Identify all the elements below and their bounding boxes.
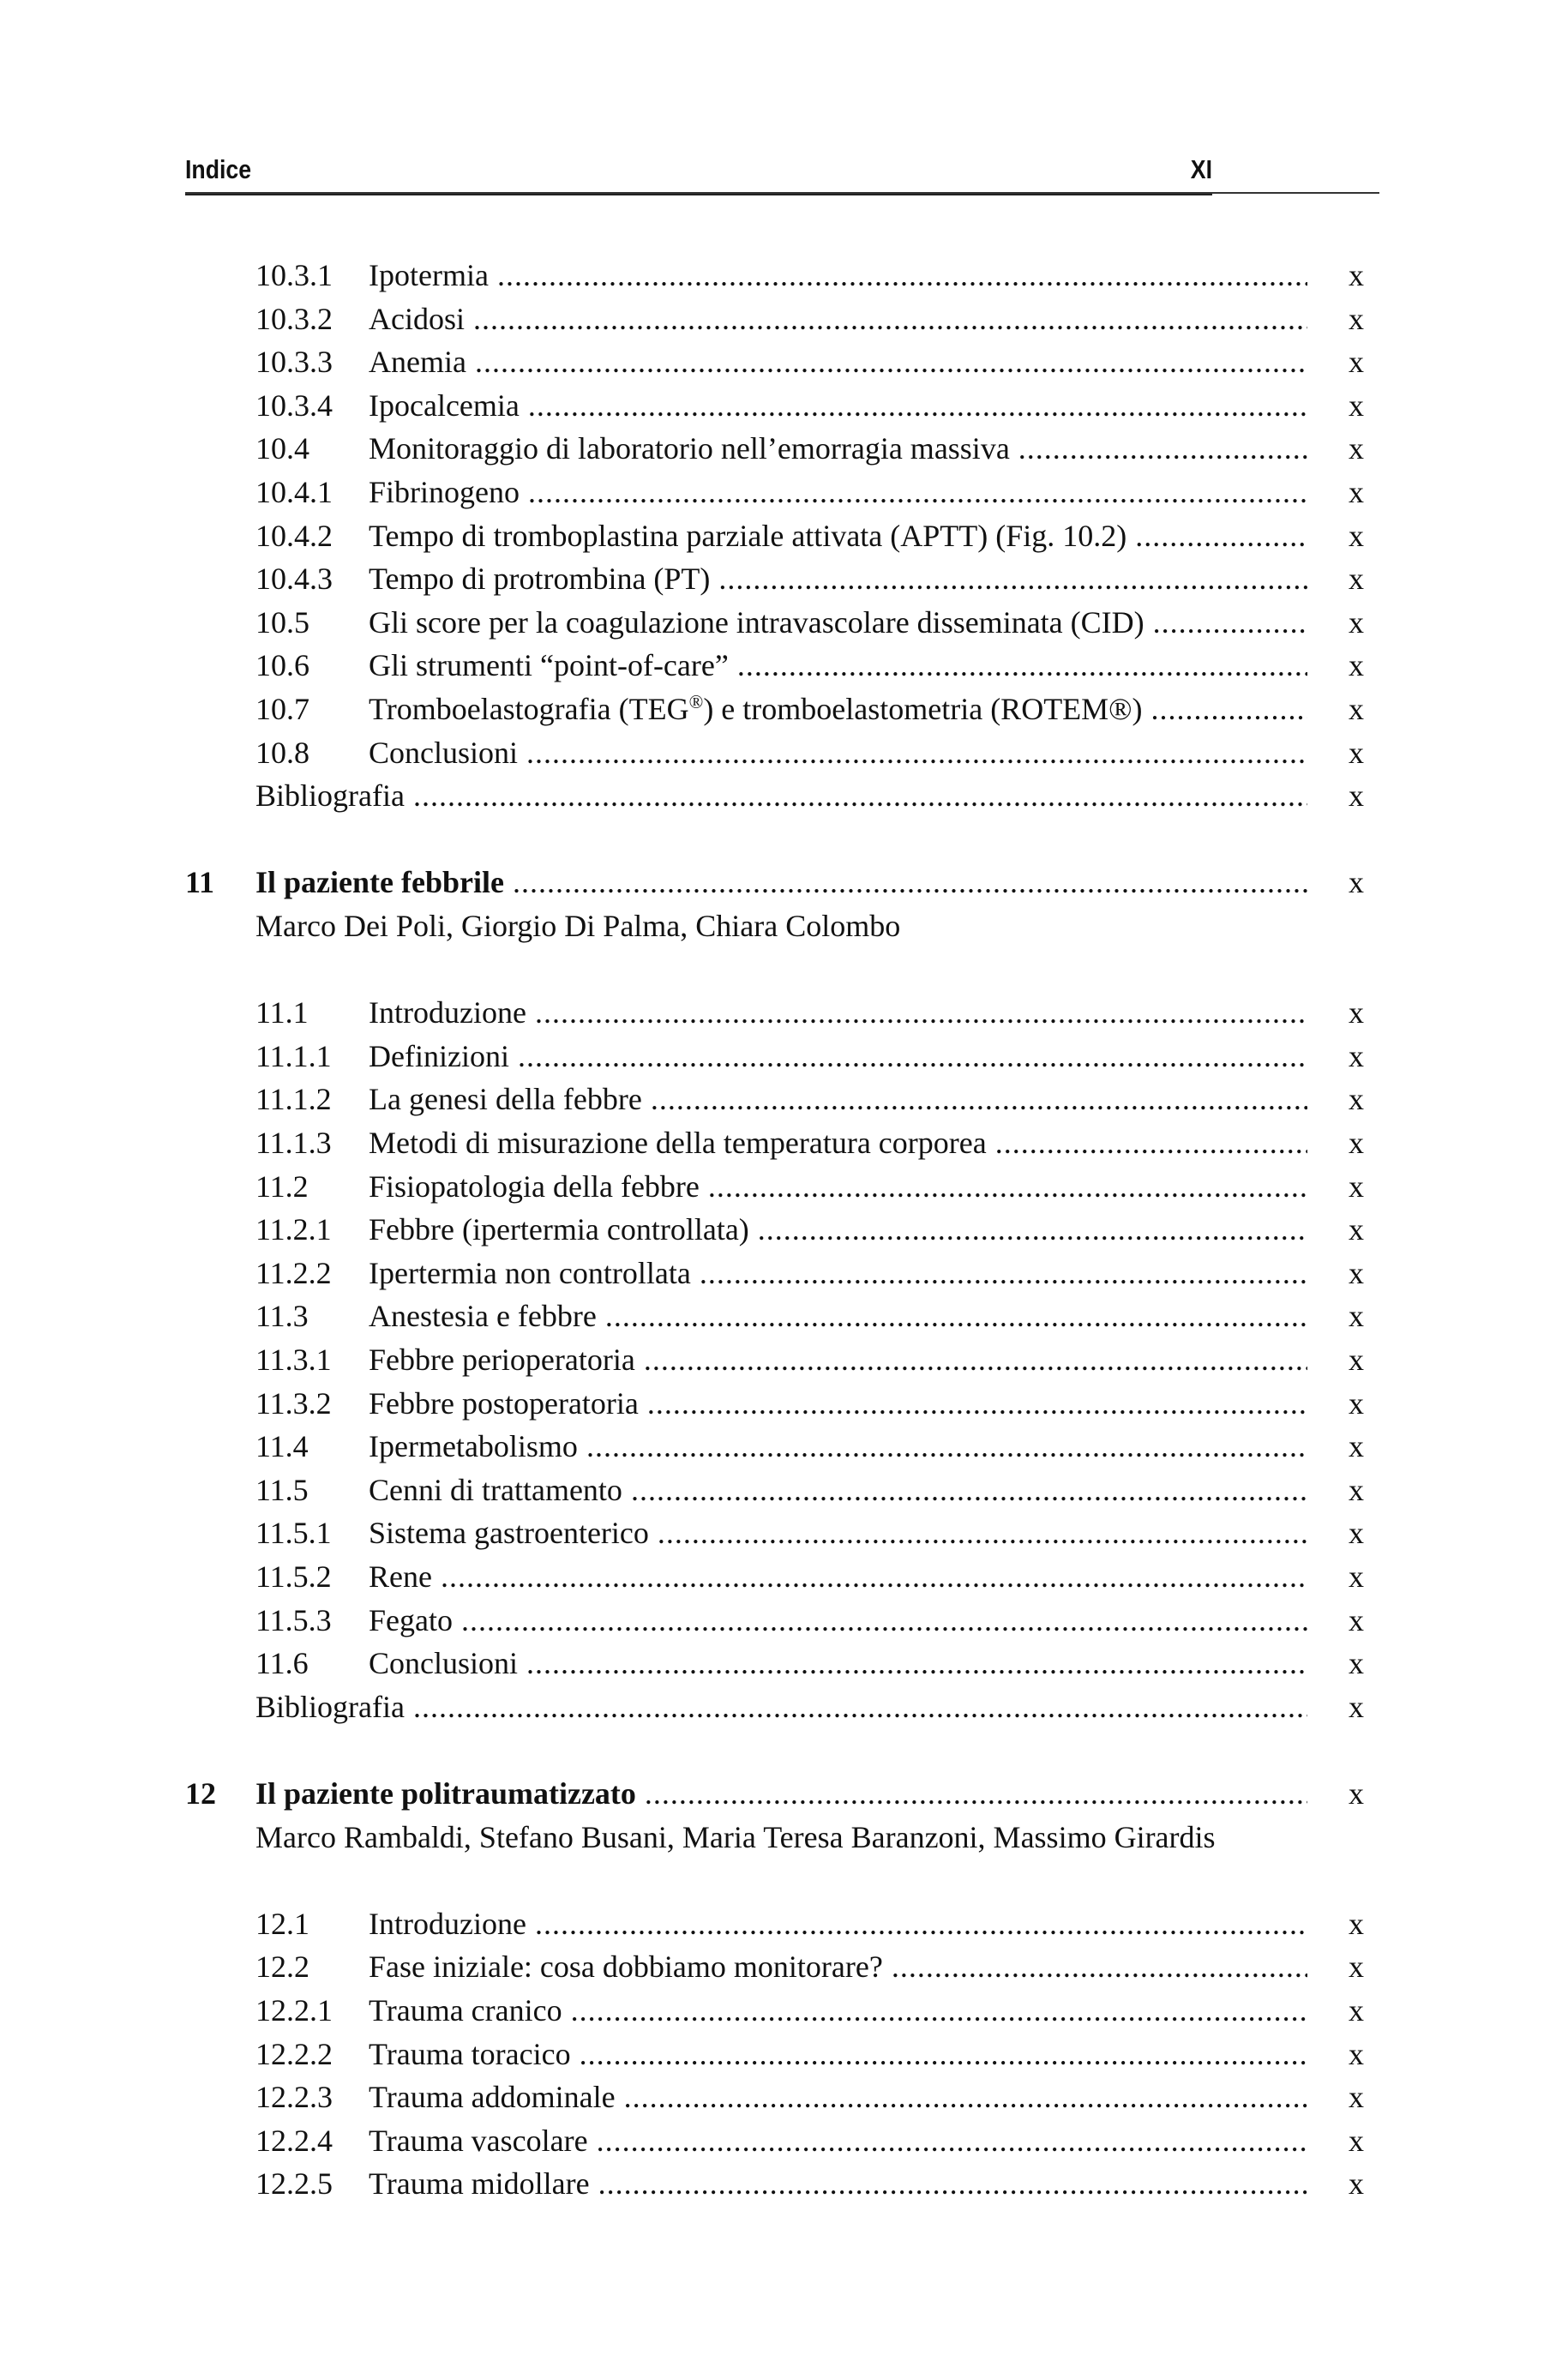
entry-title-wrap — [369, 514, 1307, 557]
toc-entry — [0, 644, 1568, 687]
toc-entry — [0, 1295, 1568, 1337]
section-number: 11.1 — [255, 995, 309, 1030]
entry-title-wrap — [369, 1165, 1307, 1208]
section-number: 11.5.1 — [255, 1516, 332, 1550]
entry-title-wrap — [369, 1295, 1307, 1337]
section-number: 10.3.1 — [255, 258, 333, 292]
entry-title-wrap — [369, 1599, 1307, 1642]
page-ref: x — [1349, 258, 1364, 292]
entry-title: Ipertermia non controllata ..... — [369, 1256, 1307, 1290]
running-head-title: Indice — [185, 154, 252, 184]
toc-entry — [0, 991, 1568, 1034]
entry-title-wrap — [255, 1772, 1307, 1815]
section-number: 10.6 — [255, 648, 309, 682]
entry-title-wrap — [369, 1902, 1307, 1945]
entry-title: Tempo di tromboplastina parziale attivata (APTT) (Fig. 10.2) ..... — [369, 519, 1307, 553]
entry-title: Bibliografia ..... — [255, 1690, 1307, 1724]
toc-entry — [0, 1121, 1568, 1164]
page-ref: x — [1349, 562, 1364, 596]
entry-title: Sistema gastroenterico ..... — [369, 1516, 1307, 1550]
section-number: 11.5.3 — [255, 1603, 332, 1637]
section-number: 10.4 — [255, 431, 309, 466]
section-number: 12.2.5 — [255, 2166, 333, 2201]
toc-entry — [0, 2033, 1568, 2076]
page-ref: x — [1349, 736, 1364, 770]
entry-title: Febbre (ipertermia controllata) ..... — [369, 1212, 1307, 1247]
entry-title: Conclusioni ..... — [369, 1646, 1307, 1680]
entry-title-wrap — [369, 297, 1307, 340]
page-ref: x — [1349, 865, 1364, 899]
section-number: 10.4.3 — [255, 562, 333, 596]
toc-entry — [0, 1252, 1568, 1295]
entry-title: Gli strumenti “point-of-care” ..... — [369, 648, 1307, 682]
entry-title: Bibliografia ..... — [255, 778, 1307, 813]
page-ref: x — [1349, 1603, 1364, 1637]
toc-entry — [0, 2119, 1568, 2162]
entry-title-wrap — [369, 1252, 1307, 1295]
page-ref: x — [1349, 692, 1364, 726]
section-number: 10.3.2 — [255, 302, 333, 336]
entry-title-wrap — [369, 254, 1307, 297]
page-ref: x — [1349, 2124, 1364, 2158]
entry-title: Rene ..... — [369, 1559, 1307, 1594]
entry-title: Ipotermia ..... — [369, 258, 1307, 292]
chapter-number: 11 — [185, 865, 215, 899]
section-number: 10.4.1 — [255, 475, 333, 509]
entry-title-wrap — [369, 1642, 1307, 1685]
page-ref: x — [1349, 1299, 1364, 1333]
section-number: 12.2.2 — [255, 2037, 333, 2071]
toc-entry — [0, 1165, 1568, 1208]
page-ref: x — [1349, 1082, 1364, 1116]
section-number: 12.2.3 — [255, 2080, 333, 2114]
entry-title-wrap — [369, 644, 1307, 687]
chapter-heading — [0, 861, 1568, 904]
chapter-authors — [0, 1816, 1568, 1859]
page-ref: x — [1349, 345, 1364, 379]
toc-entry — [0, 1902, 1568, 1945]
page-ref: x — [1349, 1212, 1364, 1247]
entry-title: Trauma midollare ..... — [369, 2166, 1307, 2201]
page-ref: x — [1349, 1907, 1364, 1941]
toc-entry — [0, 688, 1568, 730]
entry-title: La genesi della febbre ..... — [369, 1082, 1307, 1116]
entry-title: Tempo di protrombina (PT) ..... — [369, 562, 1307, 596]
toc-entry — [0, 1989, 1568, 2032]
section-number: 12.1 — [255, 1907, 309, 1941]
toc-entry — [0, 1208, 1568, 1251]
entry-title-wrap — [369, 2076, 1307, 2118]
toc-entry — [0, 2162, 1568, 2205]
page-ref: x — [1349, 1039, 1364, 1073]
entry-title-wrap — [369, 601, 1307, 644]
bibliography-entry — [0, 774, 1568, 817]
section-number: 11.3 — [255, 1299, 309, 1333]
toc-entry — [0, 254, 1568, 297]
entry-title-wrap — [369, 1078, 1307, 1120]
toc-entry — [0, 1035, 1568, 1078]
page-ref: x — [1349, 1386, 1364, 1421]
section-number: 12.2 — [255, 1949, 309, 1984]
entry-title-wrap — [255, 774, 1307, 817]
page-ref: x — [1349, 431, 1364, 466]
section-number: 10.7 — [255, 692, 309, 726]
entry-title: Definizioni ..... — [369, 1039, 1307, 1073]
page-ref: x — [1349, 1516, 1364, 1550]
entry-title: Trauma toracico ..... — [369, 2037, 1307, 2071]
section-number: 12.2.4 — [255, 2124, 333, 2158]
toc-entry — [0, 1078, 1568, 1120]
section-number: 10.8 — [255, 736, 309, 770]
toc-entry — [0, 601, 1568, 644]
page-ref: x — [1349, 1126, 1364, 1160]
registered-mark: ® — [688, 691, 704, 712]
entry-title: Introduzione ..... — [369, 1907, 1307, 1941]
entry-title: Il paziente politraumatizzato ..... — [255, 1776, 1307, 1811]
section-number: 11.2.2 — [255, 1256, 332, 1290]
section-number: 11.1.1 — [255, 1039, 332, 1073]
entry-title: Anemia ..... — [369, 345, 1307, 379]
entry-title: Trauma cranico ..... — [369, 1993, 1307, 2028]
entry-title: Fisiopatologia della febbre ..... — [369, 1169, 1307, 1204]
section-number: 11.2 — [255, 1169, 309, 1204]
page-ref: x — [1349, 2037, 1364, 2071]
entry-title: Fase iniziale: cosa dobbiamo monitorare? ..... — [369, 1949, 1307, 1984]
page-ref: x — [1349, 1429, 1364, 1463]
entry-title: Cenni di trattamento ..... — [369, 1473, 1307, 1507]
page-ref: x — [1349, 388, 1364, 423]
entry-title: Conclusioni ..... — [369, 736, 1307, 770]
toc-entry — [0, 384, 1568, 427]
entry-title-wrap — [369, 1469, 1307, 1511]
entry-title: Fegato ..... — [369, 1603, 1307, 1637]
entry-title-wrap — [255, 1685, 1307, 1728]
authors-text: Marco Rambaldi, Stefano Busani, Maria Teresa Baranzoni, Massimo Girardis — [255, 1820, 1216, 1854]
entry-title: Gli score per la coagulazione intravascolare disseminata (CID) ..... — [369, 605, 1307, 640]
page-ref: x — [1349, 2166, 1364, 2201]
entry-title-wrap — [369, 2033, 1307, 2076]
entry-title-wrap — [369, 1035, 1307, 1078]
page-ref: x — [1349, 1949, 1364, 1984]
page-ref: x — [1349, 302, 1364, 336]
toc-entry — [0, 1469, 1568, 1511]
entry-title-wrap — [369, 1382, 1307, 1425]
toc-entry — [0, 340, 1568, 383]
toc-entry — [0, 2076, 1568, 2118]
entry-title-wrap — [369, 1945, 1307, 1988]
entry-title-wrap — [369, 384, 1307, 427]
authors-wrap — [255, 1816, 1456, 1859]
page-ref: x — [1349, 1776, 1364, 1811]
entry-title-wrap — [369, 1208, 1307, 1251]
chapter-authors — [0, 904, 1568, 947]
section-number: 11.1.2 — [255, 1082, 332, 1116]
page-ref: x — [1349, 778, 1364, 813]
entry-title-wrap — [369, 1511, 1307, 1554]
entry-title-wrap — [369, 1338, 1307, 1381]
entry-title: Monitoraggio di laboratorio nell’emorragia massiva ..... — [369, 431, 1307, 466]
entry-title-wrap — [369, 731, 1307, 774]
entry-title-part: Tromboelastografia (TEG — [369, 692, 689, 726]
entry-title-wrap — [369, 427, 1307, 470]
chapter-number: 12 — [185, 1776, 216, 1811]
toc-entry — [0, 514, 1568, 557]
page-ref: x — [1349, 1646, 1364, 1680]
entry-title: Anestesia e febbre ..... — [369, 1299, 1307, 1333]
section-number: 11.4 — [255, 1429, 309, 1463]
entry-title-wrap — [369, 340, 1307, 383]
entry-title: Febbre perioperatoria ..... — [369, 1343, 1307, 1377]
bibliography-entry — [0, 1685, 1568, 1728]
entry-title-wrap — [369, 1425, 1307, 1468]
entry-title: Introduzione ..... — [369, 995, 1307, 1030]
toc-entry — [0, 471, 1568, 514]
section-number: 10.3.3 — [255, 345, 333, 379]
section-number: 10.3.4 — [255, 388, 333, 423]
toc-entry — [0, 427, 1568, 470]
page-ref: x — [1349, 995, 1364, 1030]
entry-title: Ipermetabolismo ..... — [369, 1429, 1307, 1463]
page-ref: x — [1349, 1343, 1364, 1377]
entry-title: Il paziente febbrile ..... — [255, 865, 1307, 899]
section-number: 10.4.2 — [255, 519, 333, 553]
toc-entry — [0, 1945, 1568, 1988]
page-ref: x — [1349, 1993, 1364, 2028]
page-ref: x — [1349, 1559, 1364, 1594]
entry-title: Febbre postoperatoria ..... — [369, 1386, 1307, 1421]
section-number: 11.5.2 — [255, 1559, 332, 1594]
entry-title-wrap — [369, 1989, 1307, 2032]
entry-title: Acidosi ..... — [369, 302, 1307, 336]
section-number: 11.1.3 — [255, 1126, 332, 1160]
toc-entry — [0, 1555, 1568, 1598]
authors-wrap — [255, 904, 1456, 947]
section-number: 11.3.2 — [255, 1386, 332, 1421]
entry-title: Trauma addominale ..... — [369, 2080, 1307, 2114]
section-number: 11.2.1 — [255, 1212, 332, 1247]
entry-title-wrap — [369, 2162, 1307, 2205]
page-ref: x — [1349, 1690, 1364, 1724]
entry-title — [369, 692, 1307, 726]
entry-title: Fibrinogeno ..... — [369, 475, 1307, 509]
page-ref: x — [1349, 1473, 1364, 1507]
entry-title: Trauma vascolare ..... — [369, 2124, 1307, 2158]
page-ref: x — [1349, 519, 1364, 553]
entry-title: Ipocalcemia ..... — [369, 388, 1307, 423]
toc-entry — [0, 1642, 1568, 1685]
page-ref: x — [1349, 2080, 1364, 2114]
page-ref: x — [1349, 1256, 1364, 1290]
page-ref: x — [1349, 1169, 1364, 1204]
page-ref: x — [1349, 475, 1364, 509]
entry-title-wrap — [369, 991, 1307, 1034]
section-number: 12.2.1 — [255, 1993, 333, 2028]
page-number: XI — [1190, 154, 1212, 184]
entry-title-wrap — [369, 1121, 1307, 1164]
entry-title: Metodi di misurazione della temperatura corporea ..... — [369, 1126, 1307, 1160]
toc-entry — [0, 731, 1568, 774]
page-ref: x — [1349, 648, 1364, 682]
entry-title-wrap — [369, 557, 1307, 600]
authors-text: Marco Dei Poli, Giorgio Di Palma, Chiara Colombo — [255, 909, 901, 943]
entry-title-wrap — [369, 1555, 1307, 1598]
entry-title-wrap — [369, 688, 1307, 730]
section-number: 11.3.1 — [255, 1343, 332, 1377]
entry-title-wrap — [255, 861, 1307, 904]
toc-entry — [0, 1338, 1568, 1381]
section-number: 11.6 — [255, 1646, 309, 1680]
section-number: 10.5 — [255, 605, 309, 640]
toc-entry — [0, 1425, 1568, 1468]
chapter-heading — [0, 1772, 1568, 1815]
toc-entry — [0, 1382, 1568, 1425]
page-ref: x — [1349, 605, 1364, 640]
toc-entry — [0, 1599, 1568, 1642]
entry-title-wrap — [369, 471, 1307, 514]
section-number: 11.5 — [255, 1473, 309, 1507]
toc-entry — [0, 297, 1568, 340]
entry-title-wrap — [369, 2119, 1307, 2162]
entry-title-part: ) e tromboelastometria (ROTEM®) — [703, 692, 1143, 726]
toc-entry — [0, 557, 1568, 600]
toc-entry — [0, 1511, 1568, 1554]
